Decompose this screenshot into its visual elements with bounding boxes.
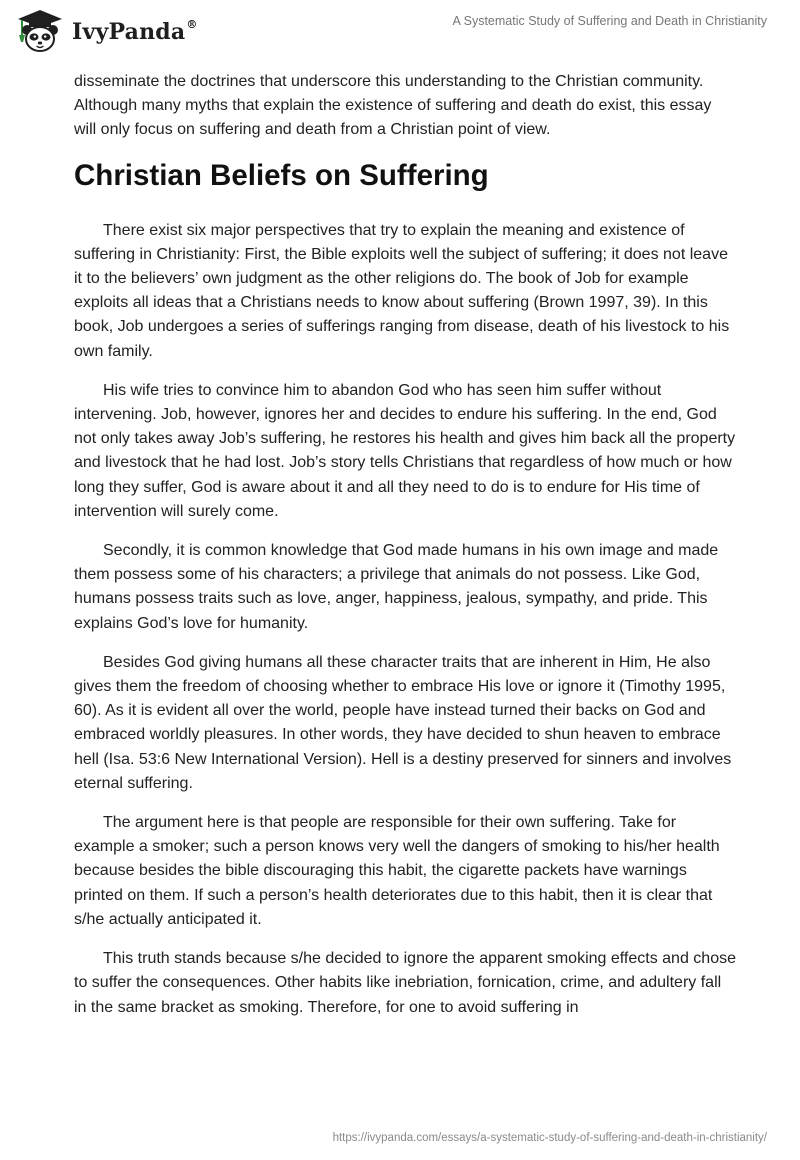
logo[interactable] <box>14 8 198 54</box>
body-paragraph: The argument here is that people are responsible for their own suffering. Take for example a smoker; such a person knows very well the dangers of smoking to his/her health because besides the bible discouraging this habit, the cigarette packets have warnings printed on them. If such a person’s health deteriorates due to this habit, then it is clear that s/he actually anticipated it. <box>74 814 720 928</box>
body-paragraph: This truth stands because s/he decided to ignore the apparent smoking effects and chose to suffer the consequences. Other habits like inebriation, fornication, crime, and adultery fall in the same bracket as smoking. Therefore, for one to avoid suffering in <box>74 950 736 1016</box>
body-paragraph: Besides God giving humans all these character traits that are inherent in Him, He also gives them the freedom of choosing whether to embrace His love or ignore it (Timothy 1995, 60). As it is evident all over the world, people have instead turned their backs on God and embraced worldly pleasures. In other words, they have decided to shun heaven to embrace hell (Isa. 53:6 New International Version). Hell is a destiny preserved for sinners and involves eternal suffering. <box>74 653 732 792</box>
panda-graduate-icon <box>14 8 66 54</box>
body-paragraph: His wife tries to convince him to abandon God who has seen him suffer without intervening. Job, however, ignores her and decides to endure his suffering. In the end, God not only takes away Job’s suffering, he restores his health and gives him back all the property and livestock that he had lost. Job’s story tells Christians that regardless of how much or how long they suffer, God is aware about it and all they need to do is to endure for His time of intervention will surely come. <box>74 381 736 520</box>
document-title: A Systematic Study of Suffering and Death in Christianity <box>452 14 767 28</box>
source-url[interactable]: https://ivypanda.com/essays/a-systematic-study-of-suffering-and-death-in-christianity/ <box>332 1132 767 1144</box>
article-body <box>74 70 736 1035</box>
section-heading: Christian Beliefs on Suffering <box>74 158 489 192</box>
intro-paragraph: disseminate the doctrines that underscore this understanding to the Christian community. Although many myths that explain the existence of suffering and death do exist, this essay will only focus on suffering and death from a Christian point of view. <box>74 73 712 139</box>
body-paragraph: There exist six major perspectives that try to explain the meaning and existence of suffering in Christianity: First, the Bible exploits well the subject of suffering; it does not leave it to the believers’ own judgment as the other religions do. The book of Job for example exploits all ideas that a Christians needs to know about suffering (Brown 1997, 39). In this book, Job undergoes a series of sufferings ranging from disease, death of his livestock to his own family. <box>74 221 730 360</box>
registered-mark: ® <box>186 17 198 31</box>
page-header <box>0 0 800 62</box>
body-paragraph: Secondly, it is common knowledge that God made humans in his own image and made them possess some of his characters; a privilege that animals do not possess. Like God, humans possess traits such as love, anger, happiness, jealous, sympathy, and pride. This explains God’s love for humanity. <box>74 542 719 632</box>
brand-name: IvyPanda® <box>72 17 198 45</box>
